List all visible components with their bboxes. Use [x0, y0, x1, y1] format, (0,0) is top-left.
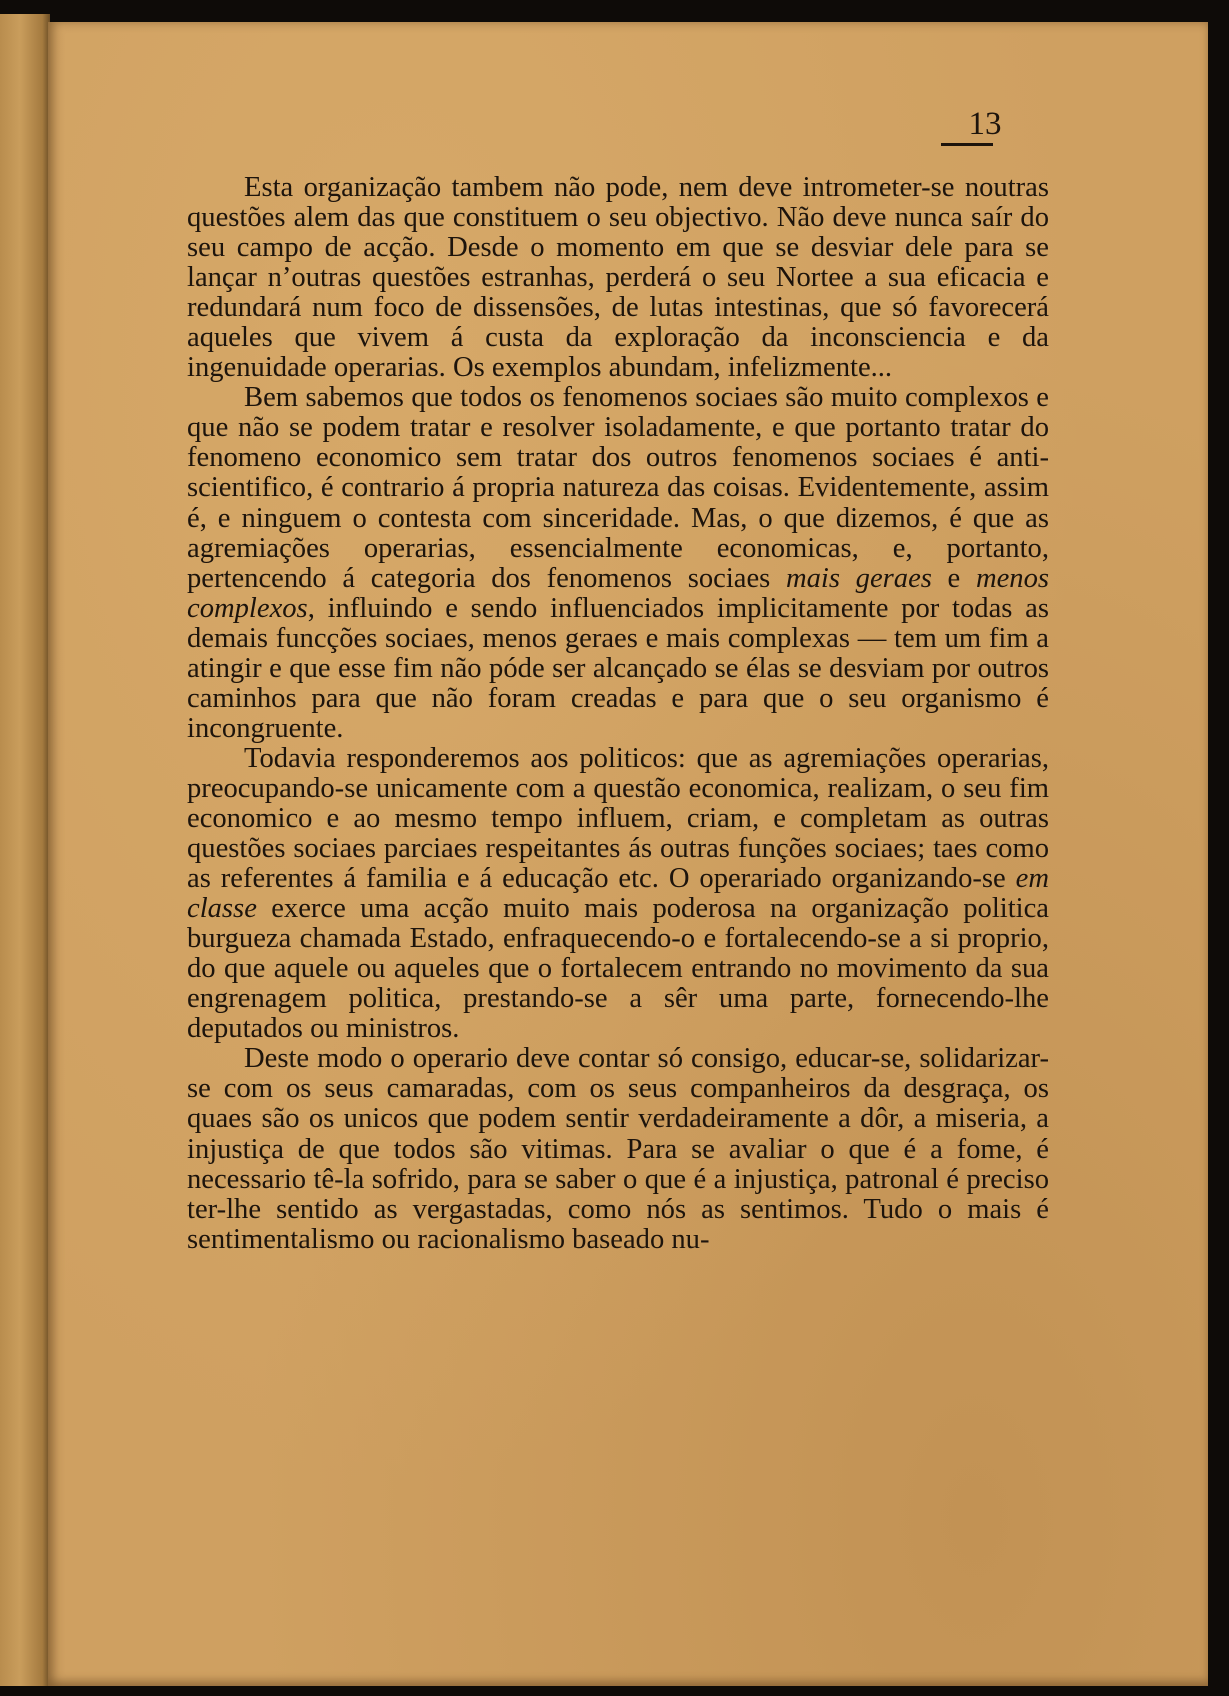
previous-page-edge: [0, 14, 50, 1686]
paragraph-2: [187, 383, 1049, 744]
italic-run: menos complexos: [187, 562, 1049, 624]
text-run: Deste modo o operario deve contar só consigo, educar-se, solidarizar-se com os seus camaradas, com os seus companheiros da desgraça, os quaes são os unicos que podem sentir verdadeiramente a dôr, a miseria, a injustiça de que todos são vitimas. Para se avaliar o que é a fome, é necessario tê-la sofrido, para se saber o que é a injustiça, patronal é preciso ter-lhe sentido as vergastadas, como nós as sentimos. Tudo o mais é sentimentalismo ou racionalismo baseado nu-: [187, 1043, 1049, 1255]
text-run: Todavia responderemos aos politicos: que as agremiações operarias, preocupando-se unicamente com a questão economica, realizam, o seu fim economico e ao mesmo tempo influem, criam, e completam as outras questões sociaes parciaes respeitantes ás outras funções sociaes; taes como as referentes á familia e á educação etc. O operariado organizando-se: [187, 742, 1049, 895]
text-run: , influindo e sendo influenciados implicitamente por todas as demais funcções sociaes, menos geraes e mais complexas — tem um fim a atingir e que esse fim não póde ser alcançado se élas se desviam por outros caminhos para que não foram creadas e para que o seu organismo é incongruente.: [187, 592, 1049, 744]
body-text: [187, 173, 1049, 1255]
page-number: 13: [968, 106, 1002, 142]
page-number-rule: [941, 143, 993, 146]
paragraph-4: [187, 1044, 1049, 1254]
text-run: exerce uma acção muito mais poderosa na organização politica burgueza chamada Estado, enfraquecendo-o e fortalecendo-se a si proprio, do que aquele ou aqueles que o fortalecem entrando no movimento da sua engrenagem politica, prestando-se a sêr uma parte, fornecendo-lhe deputados ou ministros.: [187, 893, 1049, 1045]
paragraph-1: [187, 173, 1049, 383]
book-page: [48, 22, 1208, 1686]
text-run: Esta organização tambem não pode, nem deve intrometer-se noutras questões alem das que constituem o seu objectivo. Não deve nunca saír do seu campo de acção. Desde o momento em que se desviar dele para se lançar n’outras questões estranhas, perderá o seu Nortee a sua eficacia e redundará num foco de dissensões, de lutas intestinas, que só favorecerá aqueles que vivem á custa da exploração da inconsciencia e da ingenuidade operarias. Os exemplos abundam, infelizmente...: [187, 172, 1049, 384]
text-run: Bem sabemos que todos os fenomenos sociaes são muito complexos e que não se podem tratar e resolver isoladamente, e que portanto tratar do fenomeno economico sem tratar dos outros fenomenos sociaes é anti-scientifico, é contrario á propria natureza das coisas. Evidentemente, assim é, e ninguem o contesta com sinceridade. Mas, o que dizemos, é que as agremiações operarias, essencialmente economicas, e, portanto, pertencendo á categoria dos fenomenos sociaes: [187, 382, 1049, 594]
paragraph-3: [187, 744, 1049, 1044]
italic-run: em classe: [187, 863, 1049, 925]
italic-run: mais geraes: [785, 562, 932, 594]
text-run: e: [931, 562, 976, 594]
